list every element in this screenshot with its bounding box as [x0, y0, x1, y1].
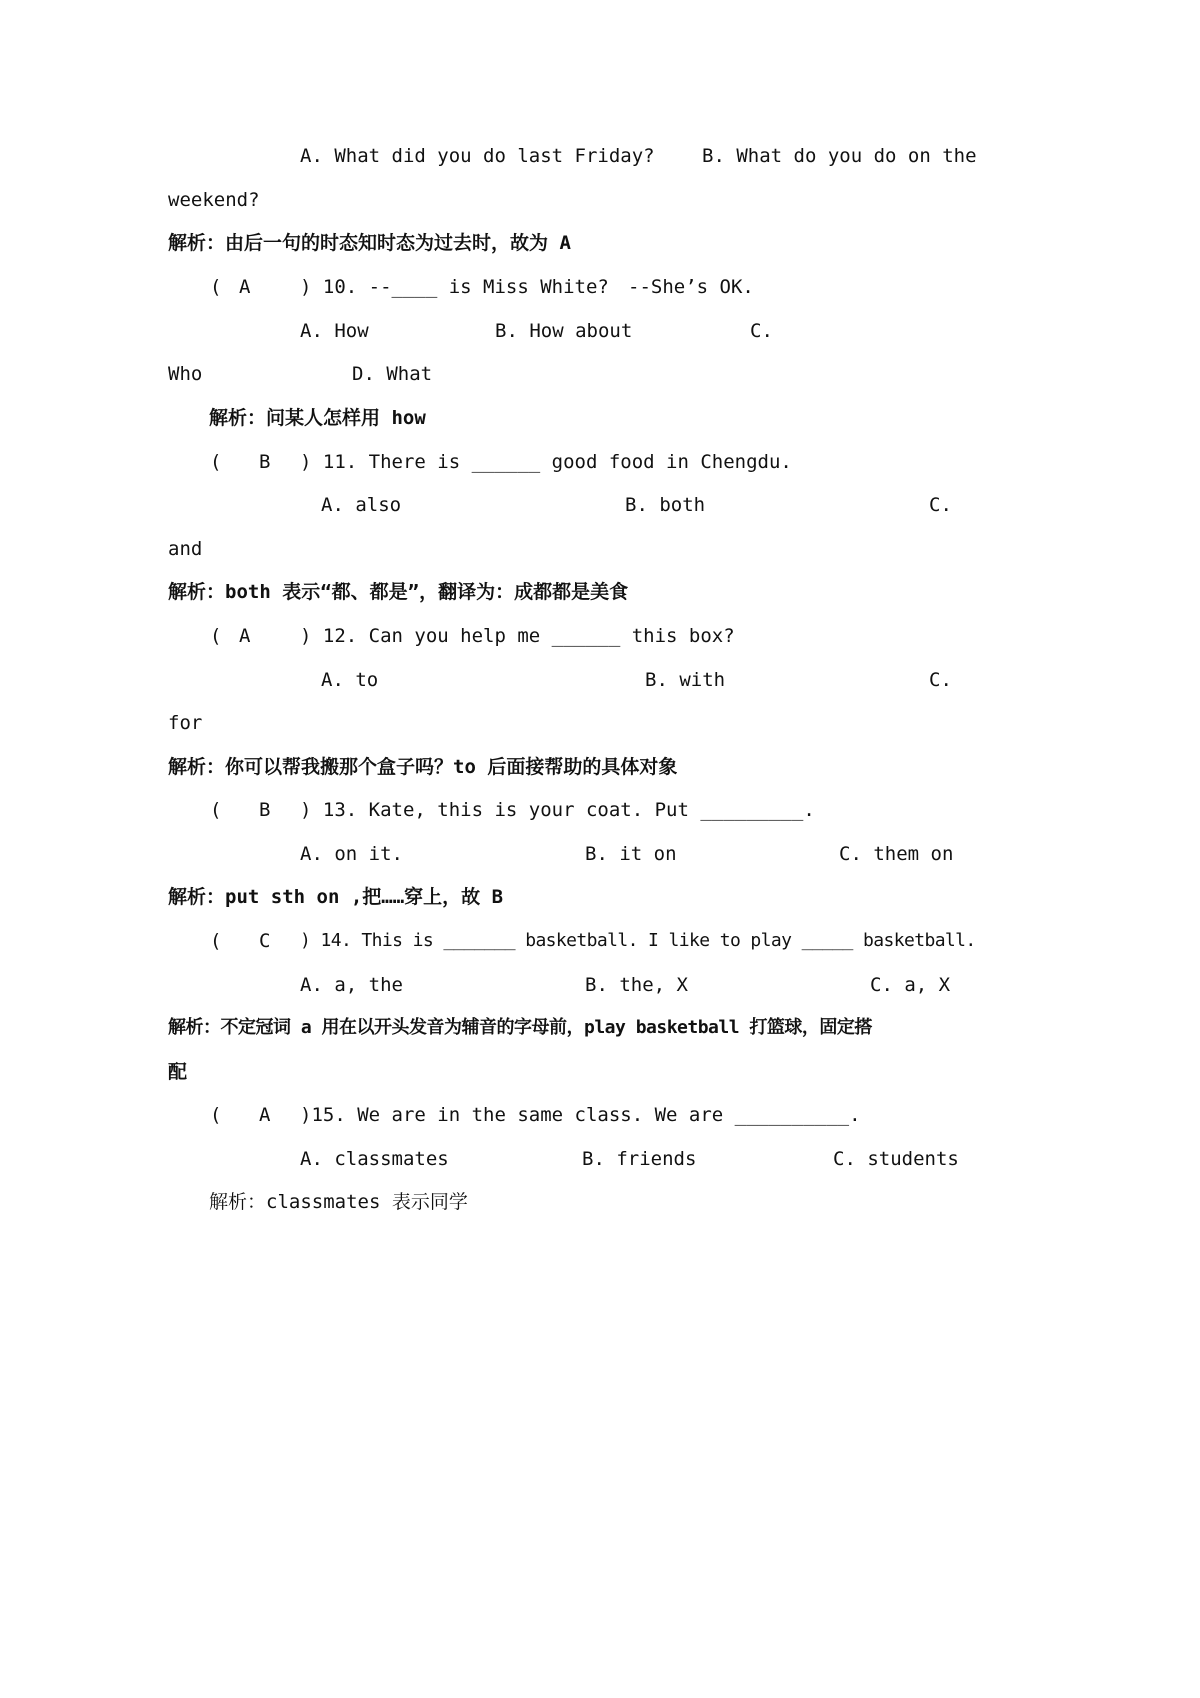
q11-answer-open: (: [210, 451, 222, 473]
q12-option-c: C.: [929, 669, 952, 691]
q12-analysis: 解析：你可以帮我搬那个盒子吗？to 后面接帮助的具体对象: [168, 756, 678, 778]
q10-answer: A: [239, 276, 251, 298]
q10-option-c: C.: [750, 320, 773, 342]
q9-option-b: B. What do you do on the: [702, 145, 977, 167]
q9-option-b-cont: weekend?: [168, 189, 260, 211]
q12-stem: ) 12. Can you help me ______ this box?: [300, 625, 735, 647]
q12-answer: A: [239, 625, 251, 647]
q14-answer: C: [259, 930, 271, 952]
q10-reply: --She’s OK.: [628, 276, 754, 298]
q13-answer: B: [259, 799, 271, 821]
q10-option-b: B. How about: [495, 320, 633, 342]
q15-option-c: C. students: [833, 1148, 959, 1170]
q13-option-b: B. it on: [585, 843, 677, 865]
q10-option-a: A. How: [300, 320, 369, 342]
q12-option-b: B. with: [645, 669, 726, 691]
q15-option-a: A. classmates: [300, 1148, 449, 1170]
q13-option-a: A. on it.: [300, 843, 403, 865]
q11-option-b: B. both: [625, 494, 706, 516]
q13-answer-open: (: [210, 799, 222, 821]
q10-analysis: 解析：问某人怎样用 how: [209, 407, 426, 429]
q11-option-a: A. also: [321, 494, 402, 516]
q11-stem: ) 11. There is ______ good food in Chengdu.: [300, 451, 792, 473]
q13-option-c: C. them on: [839, 843, 954, 865]
q15-option-b: B. friends: [582, 1148, 697, 1170]
q12-option-a: A. to: [321, 669, 379, 691]
q10-stem: ) 10. --____ is Miss White?: [300, 276, 609, 298]
q14-analysis: 解析：不定冠词 a 用在以开头发音为辅音的字母前，play basketball 打篮球，固定搭: [168, 1017, 872, 1038]
q10-answer-open: (: [210, 276, 222, 298]
q14-analysis-cont: 配: [168, 1061, 188, 1083]
q14-option-b: B. the, X: [585, 974, 688, 996]
q11-analysis: 解析：both 表示“都、都是”，翻译为：成都都是美食: [168, 581, 629, 603]
q14-option-c: C. a, X: [870, 974, 951, 996]
q10-option-c-cont: Who: [168, 363, 203, 385]
q14-option-a: A. a, the: [300, 974, 403, 996]
q11-option-c-cont: and: [168, 538, 203, 560]
q14-stem: ) 14. This is _______ basketball. I like to play _____ basketball.: [300, 930, 976, 951]
q15-analysis: 解析：classmates 表示同学: [209, 1191, 468, 1213]
q13-stem: ) 13. Kate, this is your coat. Put _________.: [300, 799, 815, 821]
q15-answer: A: [259, 1104, 271, 1126]
q10-option-d: D. What: [352, 363, 433, 385]
q15-stem: )15. We are in the same class. We are __________.: [300, 1104, 861, 1126]
q15-answer-open: (: [210, 1104, 222, 1126]
q11-option-c: C.: [929, 494, 952, 516]
q9-analysis: 解析：由后一句的时态知时态为过去时，故为 A: [168, 232, 571, 254]
q13-analysis: 解析：put sth on ,把……穿上，故 B: [168, 886, 504, 908]
q12-option-c-cont: for: [168, 712, 203, 734]
q9-option-a: A. What did you do last Friday?: [300, 145, 655, 167]
q14-answer-open: (: [210, 930, 222, 952]
q12-answer-open: (: [210, 625, 222, 647]
q11-answer: B: [259, 451, 271, 473]
